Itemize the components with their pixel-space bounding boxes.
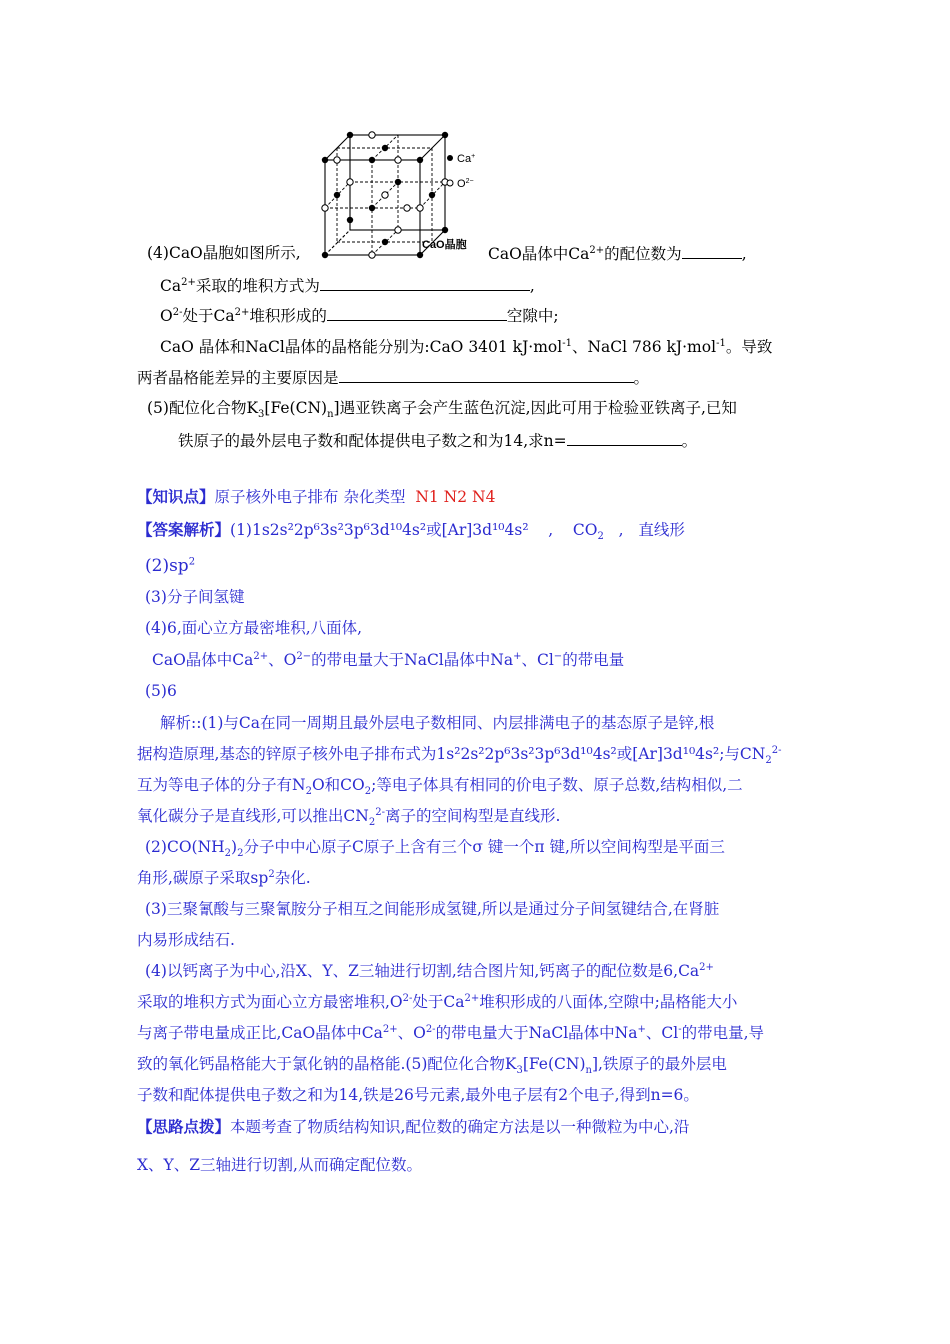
q5-line2: 铁原子的最外层电子数和配体提供电子数之和为14,求n= 。 xyxy=(178,432,698,450)
q4-line5: 两者晶格能差异的主要原因是 。 xyxy=(137,369,650,387)
analysis-p4-l1: (4)以钙离子为中心,沿X、Y、Z三轴进行切割,结合图片知,钙离子的配位数是$6,Ca^{2+}$ xyxy=(145,961,714,980)
answer-line4: (4)6,面心立方最密堆积,八面体, xyxy=(145,619,363,637)
n-value-blank[interactable] xyxy=(567,430,682,446)
packing-mode-blank[interactable] xyxy=(320,275,530,291)
analysis-p4-l4: 致的氧化钙晶格能大于氯化钠的晶格能.(5)配位化合物$K_3[Fe(CN)_n]$,铁原子的最外层电 xyxy=(137,1055,727,1077)
legend-o-marker xyxy=(447,180,453,186)
analysis-p1-l2: 据构造原理,基态的锌原子核外电子排布式为1s²2s²2p⁶3s²3p⁶3d¹⁰4s²或[Ar]3d¹⁰4s²;与$CN_2^{2-}$ xyxy=(137,744,782,767)
answer-line1: 【答案解析】(1)1s2s²2p⁶3s²3p⁶3d¹⁰4s²或[Ar]3d¹⁰4s² , $CO_2$ , 直线形 xyxy=(137,520,685,543)
analysis-p2-l2: 角形,碳原子采取$sp^2$杂化. xyxy=(137,868,311,887)
knowledge-point: 【知识点】原子核外电子排布 杂化类型 N1 N2 N4 xyxy=(137,487,496,506)
answer-line4b: CaO晶体中$Ca^{2+}$、$O^{2-}$的带电量大于NaCl晶体中Na+、Cl−的带电量 xyxy=(152,650,625,669)
legend-ca-marker xyxy=(447,155,453,161)
q4-line1-right: CaO晶体中$Ca^{2+}$的配位数为 , xyxy=(488,244,747,263)
legend-o-label: $O^{2-}$ xyxy=(457,178,474,190)
coordination-number-blank[interactable] xyxy=(682,243,742,259)
cao-unit-cell-figure xyxy=(310,120,495,260)
q4-line1: (4)CaO晶胞如图所示, xyxy=(147,244,301,262)
legend-ca-label: Ca+ xyxy=(457,153,476,165)
analysis-p2-l1: $(2)CO(NH_2)_2$分子中中心原子C原子上含有三个σ 键一个π 键,所以空间构型是平面三 xyxy=(145,838,725,860)
analysis-p3-l2: 内易形成结石. xyxy=(137,931,235,949)
answer-line5: (5)6 xyxy=(145,682,177,700)
hint-line2: X、Y、Z三轴进行切割,从而确定配位数。 xyxy=(137,1156,422,1174)
analysis-p3-l1: (3)三聚氰酸与三聚氰胺分子相互之间能形成氢键,所以是通过分子间氢键结合,在肾脏 xyxy=(145,900,720,918)
q5-line1: (5)配位化合物$K_3[Fe(CN)_n]$遇亚铁离子会产生蓝色沉淀,因此可用于检验亚铁离子,已知 xyxy=(147,399,737,421)
analysis-p4-l5: 子数和配体提供电子数之和为14,铁是26号元素,最外电子层有2个电子,得到n=6。 xyxy=(137,1086,699,1104)
analysis-p1-l4: 氧化碳分子是直线形,可以推出$CN_2^{2-}$离子的空间构型是直线形. xyxy=(137,806,561,829)
reason-blank[interactable] xyxy=(339,367,634,383)
q4-line3: $O^{2-}$处于$Ca^{2+}$堆积形成的 空隙中; xyxy=(160,306,559,325)
answer-line3: (3)分子间氢键 xyxy=(145,588,245,606)
analysis-p1-l3: 互为等电子体的分子有$N_2O$和$CO_2$;等电子体具有相同的价电子数、原子总数,结构相似,二 xyxy=(137,776,743,798)
analysis-p1-l1: 解析::(1)与Ca在同一周期且最外层电子数相同、内层排满电子的基态原子是锌,根 xyxy=(160,714,715,732)
analysis-p4-l3: 与离子带电量成正比,CaO晶体中$Ca^{2+}$、$O^{2-}$的带电量大于NaCl晶体中Na+、Cl-的带电量,导 xyxy=(137,1023,765,1042)
q4-line2: $Ca^{2+}$采取的堆积方式为 , xyxy=(160,276,535,295)
answer-line2: $(2)sp^2$ xyxy=(145,556,196,576)
q4-line4: CaO 晶体和NaCl晶体的晶格能分别为:CaO 3401 kJ·mol$^{-1}$、NaCl 786 kJ·mol$^{-1}$。导致 xyxy=(160,337,773,356)
void-type-blank[interactable] xyxy=(327,305,507,321)
figure-caption: CaO晶胞 xyxy=(422,239,467,251)
hint-line1: 【思路点拨】本题考查了物质结构知识,配位数的确定方法是以一种微粒为中心,沿 xyxy=(137,1117,690,1136)
analysis-p4-l2: 采取的堆积方式为面心立方最密堆积$,O^{2-}$处于$Ca^{2+}$堆积形成的八面体,空隙中;晶格能大小 xyxy=(137,992,738,1011)
